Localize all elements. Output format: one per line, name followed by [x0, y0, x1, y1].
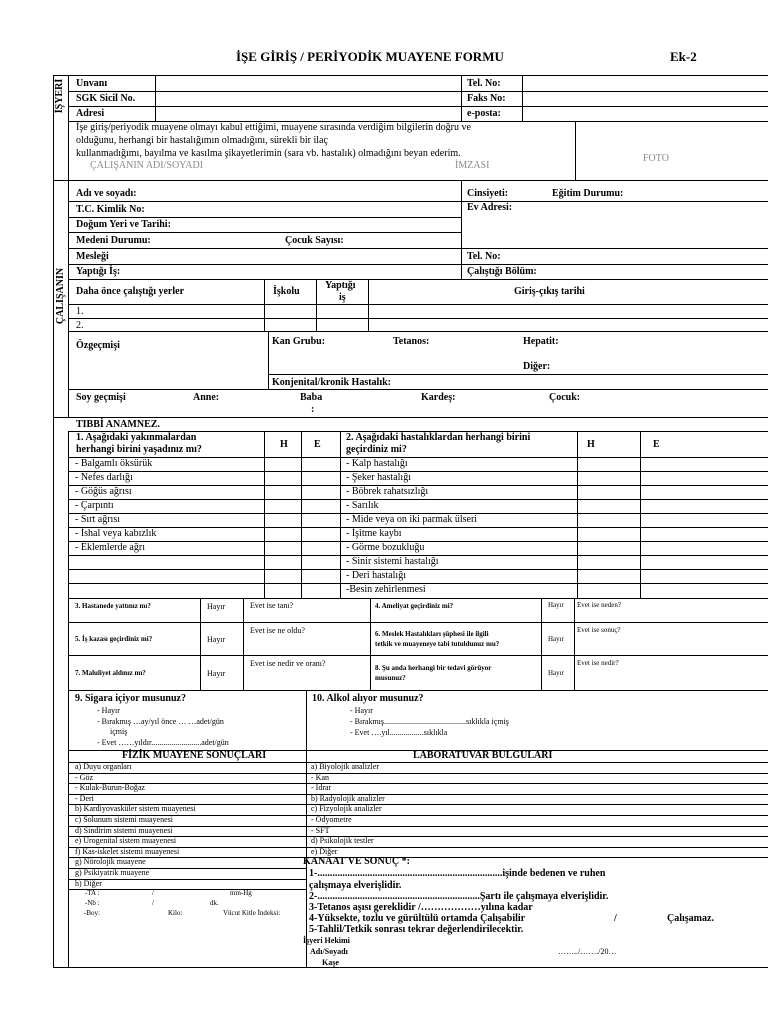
workplace-tel-label: Tel. No: — [467, 78, 501, 89]
complaint-item: - Sırt ağrısı — [75, 514, 120, 525]
workplace-tel-field[interactable] — [523, 76, 768, 90]
disease-item: - Şeker hastalığı — [346, 472, 411, 483]
alcohol-title: 10. Alkol alıyor musunuz? — [312, 693, 424, 704]
lab-findings-title: LABORATUVAR BULGULARI — [413, 750, 553, 761]
workplace-sgk-label: SGK Sicil No. — [76, 93, 136, 104]
chronic-label: Konjenital/kronik Hastalık: — [272, 377, 392, 388]
lab-finding-item: a) Biyolojik analizler — [311, 762, 379, 771]
ta-unit: mm-Hg — [230, 889, 252, 897]
q2-h-header: H — [587, 439, 595, 450]
weight-label: Kilo: — [168, 909, 183, 917]
workplace-email-label: e-posta: — [467, 108, 501, 119]
q7-no[interactable]: Hayır — [207, 669, 226, 678]
stamp-label: Kaşe — [322, 958, 339, 967]
complaint-e-checkbox[interactable] — [302, 570, 339, 582]
complaint-e-checkbox[interactable] — [302, 486, 339, 498]
physical-exam-item: f) Kas-iskelet sistemi muayenesi — [75, 846, 180, 856]
physical-exam-item: c) Solunum sistemi muayenesi — [75, 815, 173, 824]
complaint-h-checkbox[interactable] — [265, 570, 300, 582]
history-label: Özgeçmişi — [76, 340, 120, 351]
anamnesis-title: TIBBİ ANAMNEZ. — [76, 419, 160, 430]
disease-h-checkbox[interactable] — [578, 584, 639, 596]
conclusion-line-4b: / — [614, 913, 617, 924]
disease-e-checkbox[interactable] — [641, 528, 768, 540]
q5-question: 5. İş kazası geçirdiniz mi? — [75, 635, 153, 643]
complaint-item: - Çarpıntı — [75, 500, 114, 511]
lab-finding-item: - SFT — [311, 825, 330, 835]
physical-exam-item: a) Duyu organları — [75, 762, 132, 771]
smoking-no[interactable]: - Hayır — [97, 706, 120, 715]
conclusion-title: KANAAT VE SONUÇ *: — [303, 856, 410, 867]
declaration-line-1: İşe giriş/periyodik muayene olmayı kabul ettiğimi, muayene sırasında verdiğim bilgilerin doğru ve — [76, 122, 471, 133]
lab-finding-item: c) Fizyolojik analizler — [311, 804, 382, 814]
q1-h-header: H — [280, 439, 288, 450]
disease-item: - Böbrek rahatsızlığı — [346, 486, 429, 497]
declaration-line-2: olduğunu, herhangi bir hastalığımın olmadığını, sürekli bir ilaç — [76, 135, 328, 146]
physical-exam-title: FİZİK MUAYENE SONUÇLARI — [122, 750, 267, 761]
family-label: Soy geçmişi — [76, 392, 126, 403]
prev-work-row-2[interactable]: 2. — [76, 320, 84, 331]
physical-exam-item: d) Sindirim sistemi muayenesi — [75, 825, 173, 835]
disease-e-checkbox[interactable] — [641, 542, 768, 554]
workplace-email-field[interactable] — [523, 107, 768, 120]
disease-e-checkbox[interactable] — [641, 514, 768, 526]
q1-e-header: E — [314, 439, 321, 450]
workplace-name-field[interactable] — [156, 76, 460, 90]
gender-label: Cinsiyeti: — [467, 188, 509, 199]
child-label: Çocuk: — [549, 392, 581, 403]
conclusion-line-2[interactable]: 2-.................................................................Şartı ile çalışmaya elverişlidir. — [309, 891, 609, 902]
blood-label: Kan Grubu: — [272, 336, 326, 347]
signature-field[interactable] — [420, 158, 570, 178]
q6-yes[interactable]: Evet ise sonuç? — [577, 626, 621, 634]
disease-h-checkbox[interactable] — [578, 500, 639, 512]
complaint-item: - Göğüs ağrısı — [75, 486, 132, 497]
q4-yes[interactable]: Evet ise neden? — [577, 601, 621, 609]
q2-line-1: 2. Aşağıdaki hastalıklardan herhangi birini — [346, 432, 531, 443]
disease-e-checkbox[interactable] — [641, 486, 768, 498]
ta-slash: / — [152, 889, 154, 897]
education-label: Eğitim Durumu: — [552, 188, 624, 199]
nb-slash: / — [152, 899, 154, 907]
q8-no[interactable]: Hayır — [548, 669, 564, 677]
physical-exam-item: e) Ürogenital sistem muayenesi — [75, 836, 177, 846]
conclusion-line-1[interactable]: 1-..........................................................................işinde bedenen ve ruhen — [309, 868, 606, 879]
home-address-label: Ev Adresi: — [467, 202, 513, 213]
complaint-h-checkbox[interactable] — [265, 500, 300, 512]
doctor-name-label: Adı/Soyadı — [310, 947, 348, 956]
disease-item: - Kalp hastalığı — [346, 458, 408, 469]
signature-caption: İMZASI — [455, 160, 490, 171]
annex-label: Ek-2 — [670, 49, 697, 64]
complaint-item: - Balgamlı öksürük — [75, 458, 153, 469]
disease-h-checkbox[interactable] — [578, 528, 639, 540]
q8-question-line-2: musunuz? — [375, 674, 406, 682]
complaint-e-checkbox[interactable] — [302, 556, 339, 568]
complaint-e-checkbox[interactable] — [302, 542, 339, 554]
ta-label: -TA : — [85, 889, 100, 897]
physical-exam-item: g) Nörolojik muayene — [75, 857, 146, 867]
employee-section-label: ÇALIŞANIN — [55, 267, 66, 325]
complaint-h-checkbox[interactable] — [265, 542, 300, 554]
alcohol-quit[interactable]: - Bırakmış.........................................sıklıkla içmiş — [350, 717, 509, 726]
q5-no[interactable]: Hayır — [207, 635, 226, 644]
workplace-section-label: İŞYERİ — [54, 78, 65, 114]
q8-yes[interactable]: Evet ise nedir? — [577, 659, 619, 667]
workplace-sgk-field[interactable] — [156, 92, 460, 105]
complaint-h-checkbox[interactable] — [265, 528, 300, 540]
exam-date[interactable]: ……../……./20… — [558, 947, 617, 956]
disease-item: - Deri hastalığı — [346, 570, 406, 581]
father-colon: : — [311, 404, 315, 415]
complaint-item: - İshal veya kabızlık — [75, 528, 157, 539]
disease-h-checkbox[interactable] — [578, 514, 639, 526]
disease-item: - Sarılık — [346, 500, 379, 511]
disease-h-checkbox[interactable] — [578, 458, 639, 470]
conclusion-line-3[interactable]: 3-Tetanos aşısı gereklidir /………………yılına kadar — [309, 902, 533, 913]
q6-no[interactable]: Hayır — [548, 635, 564, 643]
department-label: Çalıştığı Bölüm: — [467, 266, 537, 277]
workplace-name-label: Unvanı — [76, 78, 108, 89]
disease-e-checkbox[interactable] — [641, 472, 768, 484]
workplace-fax-label: Faks No: — [467, 93, 506, 104]
branch-label: İşkolu — [273, 286, 300, 297]
children-label: Çocuk Sayısı: — [285, 235, 344, 246]
lab-finding-item: - Odyometre — [311, 815, 352, 824]
q6-question-line-1: 6. Meslek Hastalıkları şüphesi ile ilgili — [375, 630, 489, 638]
complaint-item: - Eklemlerde ağrı — [75, 542, 145, 553]
q4-no[interactable]: Hayır — [548, 601, 564, 609]
tetanus-label: Tetanos: — [393, 336, 430, 347]
alcohol-no[interactable]: - Hayır — [350, 706, 373, 715]
tc-id-label: T.C. Kimlik No: — [76, 204, 145, 215]
entry-exit-label: Giriş-çıkış tarihi — [514, 286, 585, 297]
disease-h-checkbox[interactable] — [578, 486, 639, 498]
smoking-quit-2: içmiş — [110, 727, 128, 736]
tc-id-field[interactable] — [160, 202, 460, 216]
workplace-fax-field[interactable] — [523, 92, 768, 105]
disease-e-checkbox[interactable] — [641, 458, 768, 470]
prev-work-row-1[interactable]: 1. — [76, 306, 84, 317]
q5-yes[interactable]: Evet ise ne oldu? — [250, 626, 305, 635]
photo-label: FOTO — [643, 153, 669, 164]
disease-item: - Mide veya on iki parmak ülseri — [346, 514, 478, 525]
conclusion-line-4c[interactable]: Çalışamaz. — [667, 913, 714, 924]
lab-finding-item: b) Radyolojik analizler — [311, 793, 385, 803]
disease-h-checkbox[interactable] — [578, 570, 639, 582]
conclusion-line-5[interactable]: 5-Tahlil/Tetkik sonrası tekrar değerlendirilecektir. — [309, 924, 524, 935]
q4-question: 4. Ameliyat geçirdiniz mi? — [375, 602, 454, 610]
doctor-label: İşyeri Hekimi — [303, 936, 350, 945]
q3-question: 3. Hastanede yattınız mı? — [75, 602, 151, 610]
smoking-title: 9. Sigara içiyor musunuz? — [75, 693, 186, 704]
birth-label: Doğum Yeri ve Tarihi: — [76, 219, 171, 230]
q7-yes[interactable]: Evet ise nedir ve oranı? — [250, 659, 326, 668]
complaint-h-checkbox[interactable] — [265, 556, 300, 568]
disease-h-checkbox[interactable] — [578, 556, 639, 568]
conclusion-line-4a[interactable]: 4-Yüksekte, tozlu ve gürültülü ortamda Çalışabilir — [309, 913, 526, 924]
height-label: -Boy: — [84, 909, 100, 917]
prev-work-label: Daha önce çalıştığı yerler — [76, 286, 185, 297]
disease-item: -Besin zehirlenmesi — [346, 584, 426, 595]
complaint-h-checkbox[interactable] — [265, 458, 300, 470]
physical-exam-item: - Kulak-Burun-Boğaz — [75, 783, 145, 793]
other-label: Diğer: — [523, 361, 551, 372]
disease-e-checkbox[interactable] — [641, 556, 768, 568]
mother-label: Anne: — [193, 392, 220, 403]
q8-question-line-1: 8. Şu anda herhangi bir tedavi görüyor — [375, 664, 492, 672]
complaint-h-checkbox[interactable] — [265, 514, 300, 526]
disease-item: - Sinir sistemi hastalığı — [346, 556, 439, 567]
q6-question-line-2: tetkik ve muayeneye tabi tutuldunuz mu? — [375, 640, 500, 648]
disease-e-checkbox[interactable] — [641, 500, 768, 512]
complaint-e-checkbox[interactable] — [302, 500, 339, 512]
q7-question: 7. Maluliyet aldınız mı? — [75, 669, 146, 677]
job-done-label-2: iş — [339, 292, 346, 303]
sibling-label: Kardeş: — [421, 392, 456, 403]
disease-h-checkbox[interactable] — [578, 542, 639, 554]
q3-yes[interactable]: Evet ise tanı? — [250, 601, 294, 610]
disease-e-checkbox[interactable] — [641, 570, 768, 582]
q1-line-1: 1. Aşağıdaki yakınmalardan — [76, 432, 197, 443]
form-title: İŞE GİRİŞ / PERİYODİK MUAYENE FORMU — [236, 49, 504, 64]
bmi-label: Vücut Kitle İndeksi: — [223, 909, 281, 917]
disease-e-checkbox[interactable] — [641, 584, 768, 596]
lab-finding-item: e) Diğer — [311, 846, 338, 856]
physical-exam-item: g) Psikiyatrik muayene — [75, 868, 150, 877]
q3-no[interactable]: Hayır — [207, 602, 226, 611]
employee-tel-label: Tel. No: — [467, 251, 501, 262]
declaration-line-3: kullanmadığımı, bayılma ve kasılma şikayetlerimin (sara vb. hastalık) olmadığını beyan ederim. — [76, 148, 461, 159]
complaint-e-checkbox[interactable] — [302, 514, 339, 526]
nb-label: -Nb : — [85, 899, 100, 907]
complaint-e-checkbox[interactable] — [302, 458, 339, 470]
disease-item: - İşitme kaybı — [346, 528, 402, 539]
employee-name-field[interactable] — [145, 183, 459, 199]
q2-e-header: E — [653, 439, 660, 450]
complaint-h-checkbox[interactable] — [265, 486, 300, 498]
job-label: Yaptığı İş: — [76, 266, 121, 277]
ta-field[interactable] — [100, 888, 228, 898]
lab-finding-item: - İdrar — [311, 783, 332, 793]
workplace-address-label: Adresi — [76, 108, 105, 119]
conclusion-line-1b: çalışmaya elverişlidir. — [309, 880, 402, 891]
disease-item: - Görme bozukluğu — [346, 542, 425, 553]
father-label: Baba — [300, 392, 323, 403]
marital-label: Medeni Durumu: — [76, 235, 151, 246]
complaint-e-checkbox[interactable] — [302, 528, 339, 540]
workplace-address-field[interactable] — [156, 107, 460, 120]
complaint-item: - Nefes darlığı — [75, 472, 133, 483]
alcohol-yes[interactable]: - Evet ….yıl.................sıklıkla — [350, 728, 448, 737]
smoking-yes[interactable]: - Evet ……yıldır.........................adet/gün — [97, 738, 229, 747]
employee-name-label: Adı ve soyadı: — [76, 188, 137, 199]
physical-exam-item: b) Kardiyovasküler sistem muayenesi — [75, 804, 196, 814]
lab-finding-item: d) Psikolojik testler — [311, 836, 374, 846]
nb-unit: dk. — [210, 899, 219, 907]
complaint-e-checkbox[interactable] — [302, 472, 339, 484]
nb-field[interactable] — [100, 898, 208, 908]
photo-box[interactable] — [576, 122, 768, 179]
lab-finding-item: - Kan — [311, 772, 329, 782]
physical-exam-item: - Göz — [75, 772, 93, 782]
q2-line-2: geçirdiniz mi? — [346, 444, 407, 455]
physical-exam-item: h) Diğer — [75, 878, 102, 888]
smoking-quit[interactable]: - Bırakmış …ay/yıl önce … …adet/gün — [97, 717, 224, 726]
disease-h-checkbox[interactable] — [578, 472, 639, 484]
employee-name-caption: ÇALIŞANIN ADI/SOYADI — [90, 160, 204, 171]
hepatitis-label: Hepatit: — [523, 336, 559, 347]
home-address-field[interactable] — [462, 214, 768, 247]
job-done-label-1: Yaptığı — [325, 280, 356, 291]
physical-exam-item: - Deri — [75, 793, 94, 803]
complaint-h-checkbox[interactable] — [265, 472, 300, 484]
profession-label: Mesleği — [76, 251, 109, 262]
q1-line-2: herhangi birini yaşadınız mı? — [76, 444, 202, 455]
